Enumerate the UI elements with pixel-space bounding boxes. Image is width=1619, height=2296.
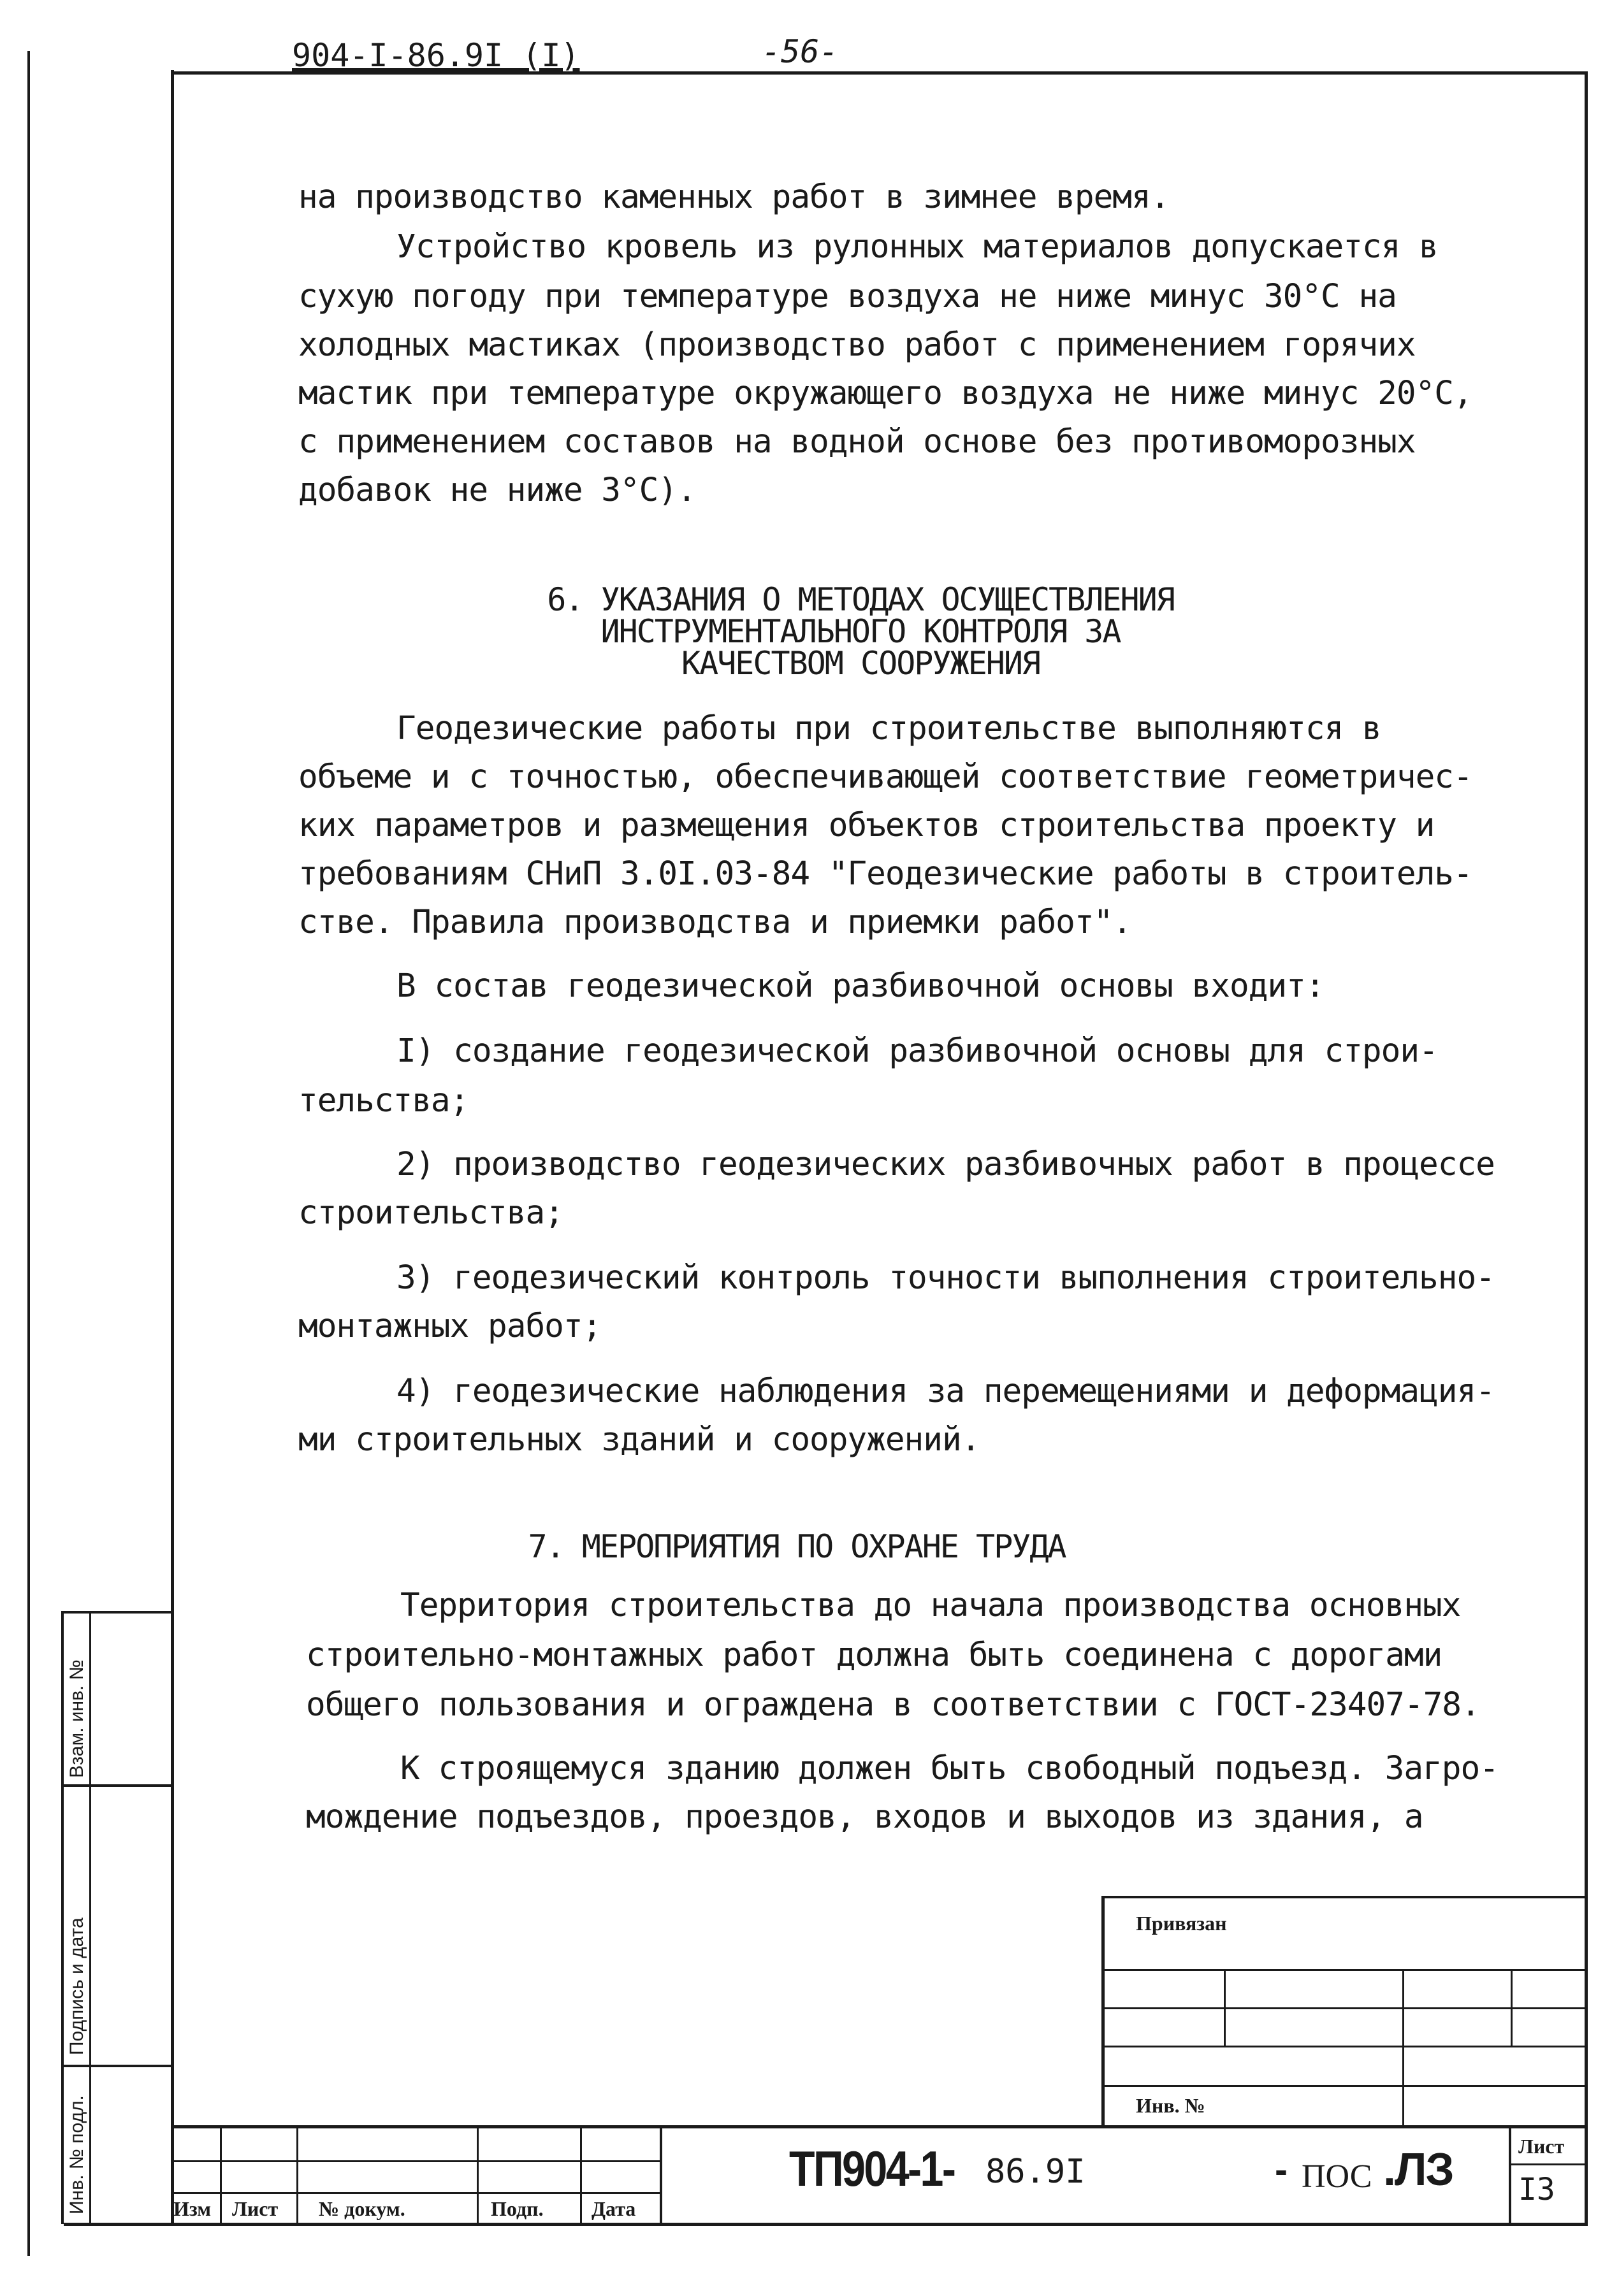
paragraph-line: с применением составов на водной основе без противоморозных [298,423,1416,461]
paragraph-line: мастик при температуре окружающего воздуха не ниже минус 20°С, [298,375,1472,412]
paragraph-line: Территория строительства до начала производства основных [400,1587,1461,1624]
col-izm: Изм [173,2197,212,2220]
side-stamp-line [61,2065,173,2067]
binding-box-col [1402,1969,1404,2125]
binding-inv-label: Инв. № [1136,2094,1205,2117]
list-item-continuation: монтажных работ; [298,1308,602,1345]
paragraph-line: строительно-монтажных работ должна быть соединена с дорогами [306,1636,1442,1674]
project-year: 86.9I [985,2153,1085,2191]
binding-box-col [1511,1969,1513,2047]
doc-code: 904-I-86.9I (I) [292,37,580,74]
vzam-inv-label: Взам. инв. № [66,1659,87,1778]
list-item: I) создание геодезической разбивочной основы для строи- [396,1032,1438,1070]
col-podp: Подп. [491,2197,544,2220]
title-block-col [580,2125,582,2224]
paragraph-line: Геодезические работы при строительстве выполняются в [396,710,1381,747]
frame-left [171,70,174,2224]
binding-box-col [1224,1969,1226,2047]
paragraph-line: Устройство кровель из рулонных материалов допускается в [396,228,1438,266]
paragraph-line: добавок не ниже 3°С). [298,472,696,509]
paragraph-line: требованиям СНиП 3.0I.03-84 "Геодезические работы в строитель- [298,855,1472,893]
paragraph-line: общего пользования и ограждена в соответствии с ГОСТ-23407-78. [306,1686,1480,1724]
binding-box-left [1101,1896,1105,2125]
project-code: ТП904-1- [789,2141,955,2197]
paragraph-line: К строящемуся зданию должен быть свободный подъезд. Загро- [400,1750,1499,1787]
side-stamp-divider [89,1611,91,2224]
paragraph-line: на производство каменных работ в зимнее время. [298,178,1170,216]
title-block-col [296,2125,298,2224]
section-6-title: 6. УКАЗАНИЯ О МЕТОДАХ ОСУЩЕСТВЛЕНИЯ [547,581,1174,618]
list-item-continuation: тельства; [298,1082,469,1120]
paragraph-line: объеме и с точностью, обеспечивающей соответствие геометричес- [298,758,1472,796]
col-list: Лист [232,2197,279,2220]
list-item-continuation: ми строительных зданий и сооружений. [298,1421,980,1459]
title-block-col [220,2125,222,2224]
inv-podl-label: Инв. № подл. [66,2095,87,2214]
paragraph-line: стве. Правила производства и приемки работ". [298,904,1132,941]
frame-right [1585,71,1588,2225]
side-stamp-left [61,1611,64,2224]
binding-box-row [1103,2085,1585,2087]
col-data: Дата [592,2197,636,2220]
col-dokum: № докум. [319,2197,405,2220]
paragraph-line: мождение подъездов, проездов, входов и выходов из здания, а [306,1798,1423,1836]
title-block-col [660,2125,662,2224]
section-6-title: ИНСТРУМЕНТАЛЬНОГО КОНТРОЛЯ ЗА [600,613,1121,650]
list-item: 4) геодезические наблюдения за перемещениями и деформация- [396,1373,1495,1410]
binding-box-top [1101,1896,1587,1898]
side-stamp-line [61,1784,173,1787]
title-block-col [1509,2125,1511,2224]
list-item: 3) геодезический контроль точности выполнения строительно- [396,1259,1495,1297]
code-dash: - [1275,2148,1288,2191]
sheet-number: I3 [1518,2172,1555,2207]
page-number: -56- [762,33,839,70]
code-pos: ПОС [1302,2158,1372,2195]
sheet-label: Лист [1518,2135,1565,2158]
code-l3: .ЛЗ [1383,2144,1453,2195]
binding-margin-line [27,51,30,2256]
title-block-top [171,2125,1587,2128]
title-block-col [477,2125,479,2224]
list-item-continuation: строительства; [298,1194,563,1232]
privyazan-label: Привязан [1136,1912,1227,1935]
title-block-row [1511,2163,1586,2165]
title-block-row [171,2160,662,2162]
side-stamp-line [61,1611,173,1614]
paragraph-line: сухую погоду при температуре воздуха не ниже минус 30°С на [298,278,1397,315]
paragraph-line: В состав геодезической разбивочной основы входит: [396,967,1325,1005]
section-6-title: КАЧЕСТВОМ СООРУЖЕНИЯ [681,645,1040,682]
title-block-row [171,2192,662,2194]
paragraph-line: холодных мастиках (производство работ с применением горячих [298,326,1416,364]
paragraph-line: ких параметров и размещения объектов строительства проекту и [298,807,1435,844]
list-item: 2) производство геодезических разбивочных работ в процессе [396,1146,1495,1183]
podpis-data-label: Подпись и дата [66,1917,87,2055]
section-7-title: 7. МЕРОПРИЯТИЯ ПО ОХРАНЕ ТРУДА [528,1528,1066,1565]
frame-bottom [64,2223,1588,2226]
